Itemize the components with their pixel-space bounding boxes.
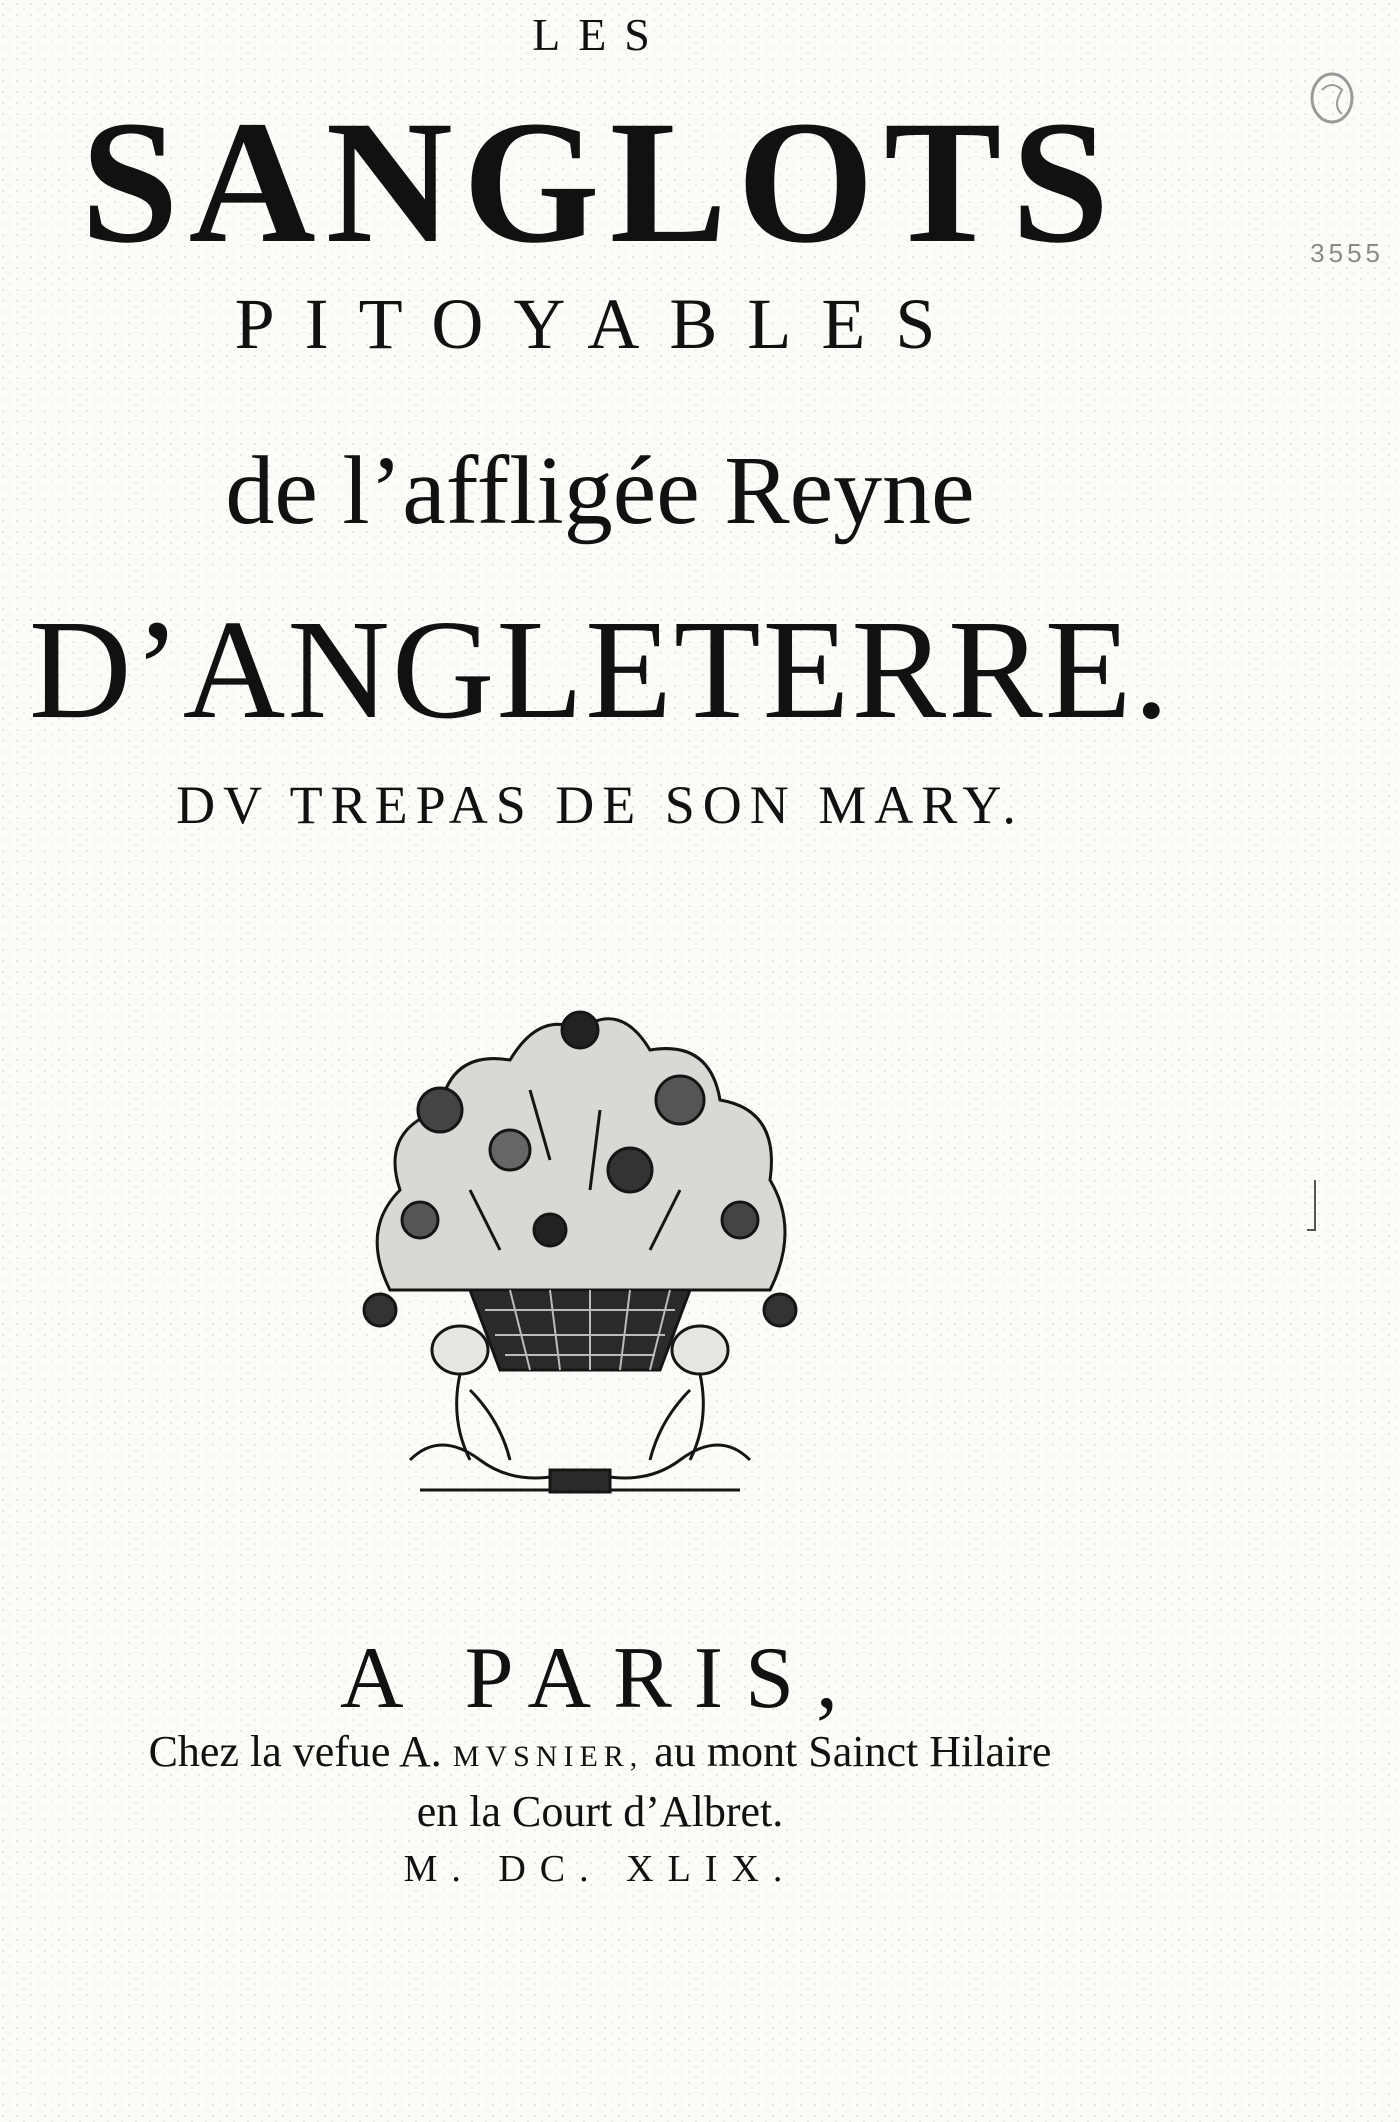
margin-shelfmark: 3555 — [1310, 238, 1384, 268]
heading-dangleterre: D’ANGLETERRE. — [28, 590, 1172, 748]
flower-basket-ornament-icon — [350, 990, 810, 1520]
imprint-chez-before: Chez la vefue A. — [148, 1727, 442, 1776]
library-stamp-icon — [1308, 70, 1356, 126]
heading-les: LES — [532, 9, 668, 60]
imprint-address: en la Court d’Albret. — [416, 1787, 784, 1836]
imprint-printer-name: MVSNIER, — [452, 1740, 644, 1773]
imprint-chez-after: au mont Sainct Hilaire — [654, 1727, 1052, 1776]
heading-pitoyables: PITOYABLES — [234, 284, 966, 364]
heading-affligee-reyne: de l’affligée Reyne — [225, 437, 975, 545]
heading-sanglots: SANGLOTS — [80, 85, 1120, 280]
subtitle-trepas: DV TREPAS DE SON MARY. — [176, 775, 1024, 835]
margin-tick-mark — [1305, 1180, 1325, 1240]
imprint-publisher-line — [0, 1727, 1200, 1776]
imprint-year: M. DC. XLIX. — [403, 1848, 797, 1890]
imprint-city: A PARIS, — [339, 1630, 861, 1727]
